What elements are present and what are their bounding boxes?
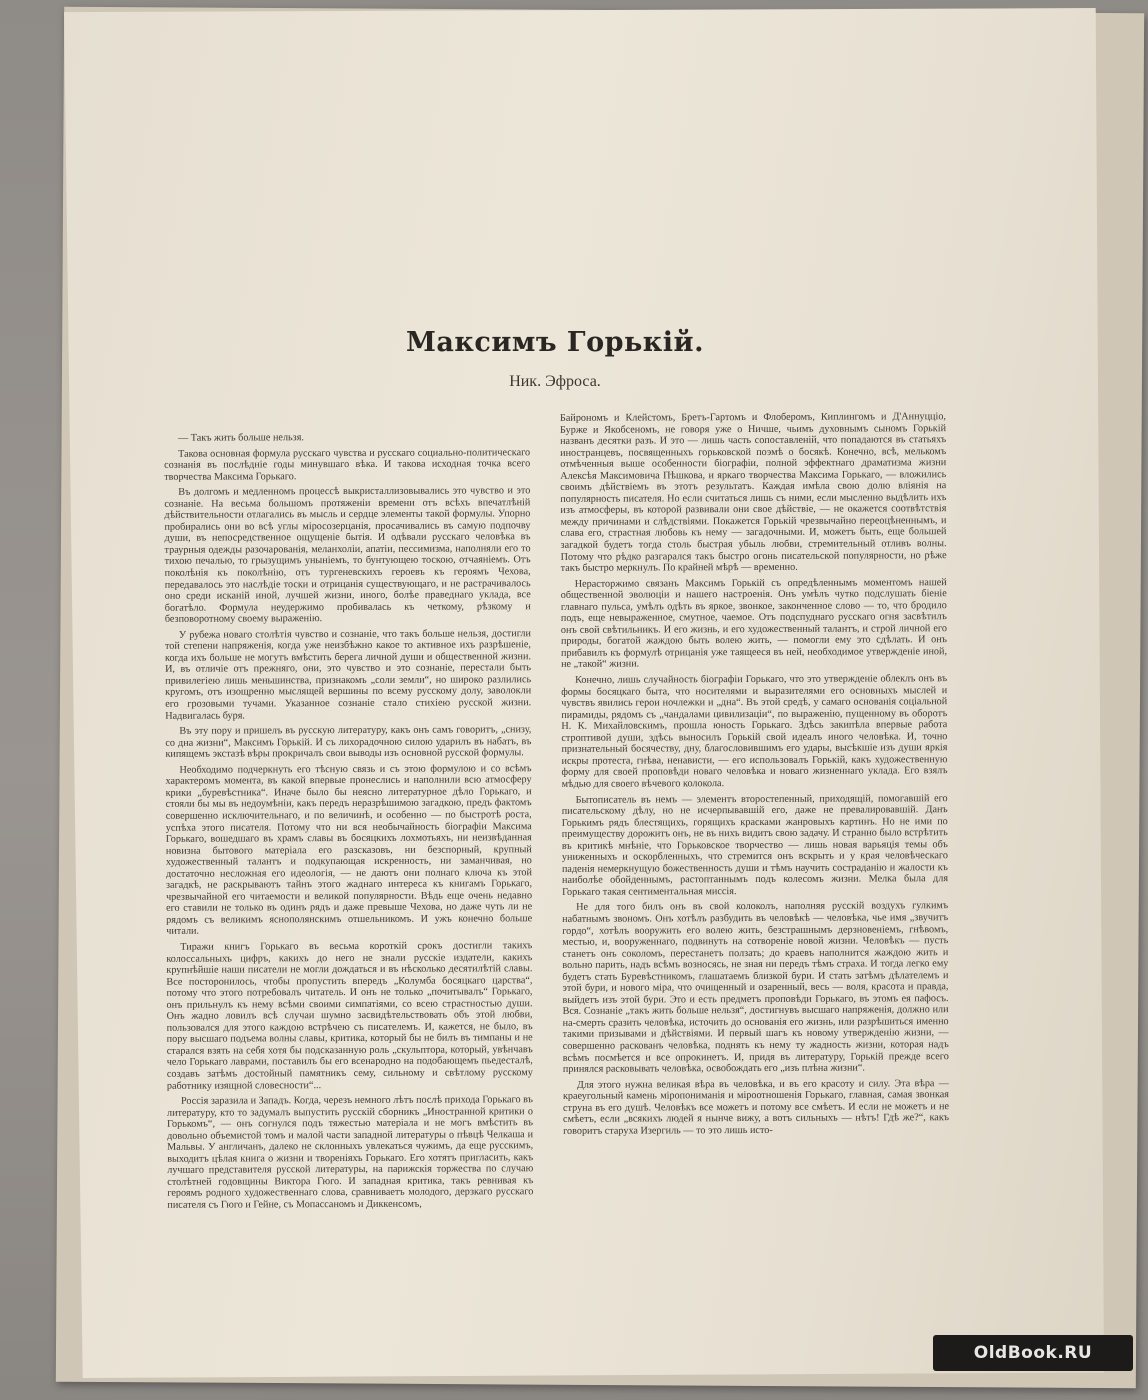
paragraph: Россія заразила и Западъ. Когда, черезъ немного лѣтъ послѣ прихода Горькаго въ литературу, кто то задумалъ выпустить русскій сборникъ „Иностранной критики о Горькомъ“, — онъ согнулся подъ тяжестью матеріала и не могъ вмѣстить въ довольно объемистой томъ и малой части западной литературы о пѣвцѣ Челкаша и Мальвы. У англичанъ, далеко не склонныхъ увлекаться чужимъ, да еще русскимъ, выходитъ цѣлая книга о жизни и твореніяхъ Горькаго. Его хотятъ пригласить, какъ лучшаго представителя русской литературы, на парижскія торжества по случаю столѣтней годовщины Виктора Гюго. И западная критика, такъ ревнивая къ героямъ родного художественнаго слова, сравниваетъ молодого, дерзкаго русскаго писателя съ Гюго и Гейне, съ Мопассаномъ и Диккенсомъ, xyxy=(166,1094,534,1211)
article-byline: Ник. Эфроса. xyxy=(509,373,601,390)
paragraph: У рубежа новаго столѣтія чувство и сознаніе, что такъ больше нельзя, достигли той степени напряженія, когда уже неизбѣжно какое то активное ихъ разрѣшеніе, когда ихъ больше не могутъ вмѣстить берега личной души и общественной жизни. И, въ отличіе отъ прежняго, они, это чувство и это сознаніе, перестали быть привилегіею лишь меньшинства, признакомъ „соли земли“, но широко разлились кругомъ, отъ изощренно мыслящей вершины по всему русскому долу, заволокли его грозовыми тучами. Указанное сознаніе стало стихіею русской жизни. Надвигалась буря. xyxy=(164,627,532,722)
paragraph: Конечно, лишь случайность біографіи Горькаго, что это утвержденіе облеклъ онъ въ формы босяцкаго быта, что носителями и выразителями его основныхъ мыслей и чувствъ явились герои ночлежки и „дна“. Въ этой средѣ, у самаго основанія соціальной пирамиды, рядомъ съ „чандалами цивилизаціи“, по выраженію, пущенному въ оборотъ Н. К. Михайловскимъ, прошла юность Горькаго. Здѣсь закипѣла впервые работа строптивой души, здѣсь выносилъ Горькій свой идеалъ иного человѣка. И, точно признательный босячеству, дну, благословившимъ его удары, высѣкшіе изъ души яркія искры протеста, гнѣва, ненависти, — его использовалъ Горькій, какъ художественную форму для своей проповѣди новаго человѣка и новаго жизненнаго уклада. Его взялъ мѣдью для своего вѣчевого колокола. xyxy=(561,673,948,790)
paragraph: Тиражи книгъ Горькаго въ весьма короткій срокъ достигли такихъ колоссальныхъ цифръ, какихъ до него не знали русскіе издатели, какихъ крупнѣйшіе наши писатели не могли дождаться и въ нѣсколько десятилѣтій славы. Все посторонилось, чтобы пропустить впередъ „Колумба босяцкаго царства“, потому что этого потребовалъ читатель. И онъ не только „почитывалъ“ Горькаго, онъ прильнулъ къ нему всѣми своими симпатіями, со всею страстностью души. Онъ жадно ловилъ всѣ случаи шумно засвидѣтельствовать объ этой любви, пользовался для этого каждою встрѣчею съ писателемъ. И, кажется, не было, въ пору высшаго подъема волны славы, критика, который бы не билъ въ тимпаны и не старался взять на себя хотя бы подсказанную роль „скульптора, который, увѣнчавъ чело Горькаго лаврами, поставилъ бы его всенародно на подобающемъ пьедесталѣ, создавъ затѣмъ достойный памятникъ сему, сильному и свѣтлому русскому работнику изящной словесности“... xyxy=(166,940,533,1092)
paragraph: Для этого нужна великая вѣра въ человѣка, и въ его красоту и силу. Эта вѣра — краеугольный камень міропониманія и міроотношенія Горькаго, главная, самая звонкая струна въ его душѣ. Человѣкъ все можетъ и потому все смѣетъ. И если не можетъ и не смѣетъ, если „всякихъ людей я нынче вижу, а вотъ сильныхъ — нѣтъ! Гдѣ же?“, какъ говоритъ старуха Изергиль — то это лишь исто- xyxy=(562,1077,950,1137)
text-column-left xyxy=(164,431,534,1339)
article-title: Максимъ Горькій. xyxy=(406,327,704,358)
paragraph: Не для того билъ онъ въ свой колоколъ, наполняя русскій воздухъ гулкимъ набатнымъ звономъ. Онъ хотѣлъ разбудить въ человѣкѣ — человѣка, чье имя „звучитъ гордо“, хотѣлъ вооружить его волею жить, безстрашнымъ дерзновеніемъ, гнѣвомъ, местью, и, вооруженнаго, подвинуть на сотвореніе новой жизни. Человѣкъ — пусть станетъ онъ соколомъ, перестанетъ ползать; до краевъ наполнится жаждою жить и вольно парить, надъ всѣмъ возносясь, не зная ни передъ тѣмъ страха. И тогда легко ему будетъ стать Буревѣстникомъ, глашатаемъ близкой бури. И стать затѣмъ дѣлателемъ и этой бури, и нового міра, что очищенный и озаренный, весь — воля, красота и правда, выйдетъ изъ этой бури. Это и есть предметъ проповѣди Горькаго, въ этомъ ея пафосъ. Вся. Сознаніе „такъ жить больше нельзя“, достигнувъ высшаго напряженія, должно или на-смерть сразить человѣка, источить до основанія его жизнь, или разрѣшиться именно такими призывами и дѣйствіями. И первый шагъ къ новому утвержденію жизни, — совершенно раскованъ человѣка, поднять къ нему ту жадность жизни, которая надъ всѣмъ посмѣется и все опрокинетъ. И, придя въ литературу, Горькій прежде всего принялся расковывать человѣка, освобождать его „изъ плѣна жизни“. xyxy=(562,900,949,1075)
watermark-logo: OldBook.RU xyxy=(933,1335,1133,1371)
paragraph: Бытописатель въ немъ — элементъ второстепенный, приходящій, помогавшій его писательскому дѣлу, но не исчерпывавшій его, даже не превалировавшій. Данъ Горькимъ рядъ блестящихъ, горящихъ красками жанровыхъ картинъ. Но не ими по преимуществу дорожитъ онъ, не въ нихъ видитъ свою задачу. И странно было встрѣтить въ критикѣ мнѣніе, что Горьковское творчество — лишь новая варьяція темы объ униженныхъ и оскорбленныхъ, что стремится онъ вскрыть и у края человѣческаго паденія немеркнущую божественность души и тѣмъ научить состраданію и жалости къ наиболѣе обойденнымъ, растоптаннымъ подъ колесомъ жизни. Мелка была для Горькаго такая сентиментальная миссія. xyxy=(561,792,949,898)
paragraph: — Такъ жить больше нельзя. xyxy=(178,432,304,444)
paragraph: Въ долгомъ и медленномъ процессѣ выкристаллизовывались это чувство и это сознаніе. На весьма большомъ протяженіи времени отъ всѣхъ впечатлѣній дѣйствительности отлагались въ мысль и сердце элементы такой формулы. Упорно пробирались они во всѣ углы міросозерцанія, просачивались въ самую подпочву души, въ непосредственное ощущеніе бытія. И одѣвали русскаго человѣка въ траурныя одежды разочарованія, меланхоліи, апатіи, пессимизма, наполняли его то тихою печалью, то грызущимъ уныніемъ, то бунтующею тоскою, отчаяніемъ. Отъ поколѣнія къ поколѣнію, отъ тургеневскихъ героевъ къ героямъ Чехова, передавалось это наслѣдіе тоски и отрицанія существующаго, и не растрачивалось оно среди исканій иной, лучшей жизни, иного, болѣе праведнаго уклада, все богатѣло. Формула неудержимо пробивалась къ четкому, рѣзкому и безповоротному своему выраженію. xyxy=(164,485,531,626)
paragraph: Такова основная формула русскаго чувства и русскаго социально-политическаго сознанія въ послѣдніе годы минувшаго вѣка. И такова исходная точка всего творчества Максима Горькаго. xyxy=(164,446,531,483)
paragraph: Необходимо подчеркнуть его тѣсную связь и съ этою формулою и со всѣмъ характеромъ момента, въ какой впервые пронеслись и наполнили всю атмосферу крики „буревѣстника“. Иначе было бы неясно литературное дѣло Горькаго, и стояли бы мы въ недоумѣніи, какъ передъ неразрѣшимою загадкою, предъ фактомъ совершенно исключительнаго, и по величинѣ, и особенно — по быстротѣ роста, успѣха этого писателя. Потому что ни вся необычайность біографіи Максима Горькаго, вошедшаго въ храмъ славы въ босяцкихъ лохмотьяхъ, ни неизвѣданная новизна бытового матеріала его разсказовъ, ни безспорный, крупный художественный талантъ и подкупающая искренность, ни заманчивая, но достаточно несложная его идеологія, — не даютъ они полнаго ключа къ этой загадкѣ, не раскрываютъ тайнъ этого жаднаго интереса къ книгамъ Горькаго, чрезвычайной его читаемости и великой популярности. Вѣдь еще очень недавно его ставили не только въ одинъ рядъ и даже превыше Чехова, но даже чуть ли не рядомъ съ великимъ яснополянскимъ отшельникомъ. И ужъ конечно больше читали. xyxy=(165,762,533,938)
paragraph: Байрономъ и Клейстомъ, Бретъ-Гартомъ и Флоберомъ, Киплингомъ и Д'Аннуцціо, Бурже и Якобсеномъ, не говоря уже о Ничше, чьимъ духовнымъ сыномъ Горькій названъ десятки разъ. И это — лишь часть сопоставленій, что попадаются въ статьяхъ иностранцевъ, посвященныхъ горьковской поэмѣ о босякѣ. Конечно, всѣ, мелькомъ отмѣченныя выше особенности біографіи, полной эффектнаго драматизма жизни Алексѣя Максимовича Пѣшкова, и яркаго творчества Максима Горькаго, — вложились своимъ дѣйствіемъ въ этотъ результатъ. Каждая имѣла свою долю вліянія на популярность писателя. Но если считаться лишь съ ними, если мысленно выдѣлить ихъ изъ атмосферы, въ которой развивали они свое дѣйствіе, — не окажется соотвѣтствія между причинами и слѣдствіями. Покажется Горькій чрезвычайно переоцѣненнымъ, и слава его, страстная любовь къ нему — загадочными. И, можетъ быть, еще большей загадкой будетъ тогда столь быстрая убыль любви, стремительный отливъ волны. Потому что рѣдко разгарался такъ быстро огонь писательской популярности, но рѣже такъ быстро меркнулъ. По крайней мѣрѣ — временно. xyxy=(559,411,947,574)
text-column-right xyxy=(560,411,950,1348)
paragraph: Въ эту пору и пришелъ въ русскую литературу, какъ онъ самъ говоритъ, „снизу, со дна жизни“, Максимъ Горькій. И съ лихорадочною силою ударилъ въ набатъ, въ кипящемъ экстазѣ вѣры прокричалъ свои выводы изъ основной русской формулы. xyxy=(165,724,532,761)
paragraph: Нерасторжимо связанъ Максимъ Горькій съ опредѣленнымъ моментомъ нашей общественной эволюціи и нашего настроенія. Онъ умѣлъ чутко подслушать біеніе главнаго пульса, умѣлъ одѣть въ яркое, звонкое, законченное слово — то, что бродило подъ, еще невыраженное, смутное, чаемое. Отъ подспуднаго русскаго огня засвѣтилъ онъ свой свѣтильникъ. И его жизнь, и его художественный талантъ, и строй личной его природы, богатой жаждою быть волею жить, — помогли ему это сдѣлать. И онъ прибавилъ къ формулѣ отрицанія уже таящееся въ ней, необходимое утвержденіе иной, не „такой“ жизни. xyxy=(560,576,948,671)
